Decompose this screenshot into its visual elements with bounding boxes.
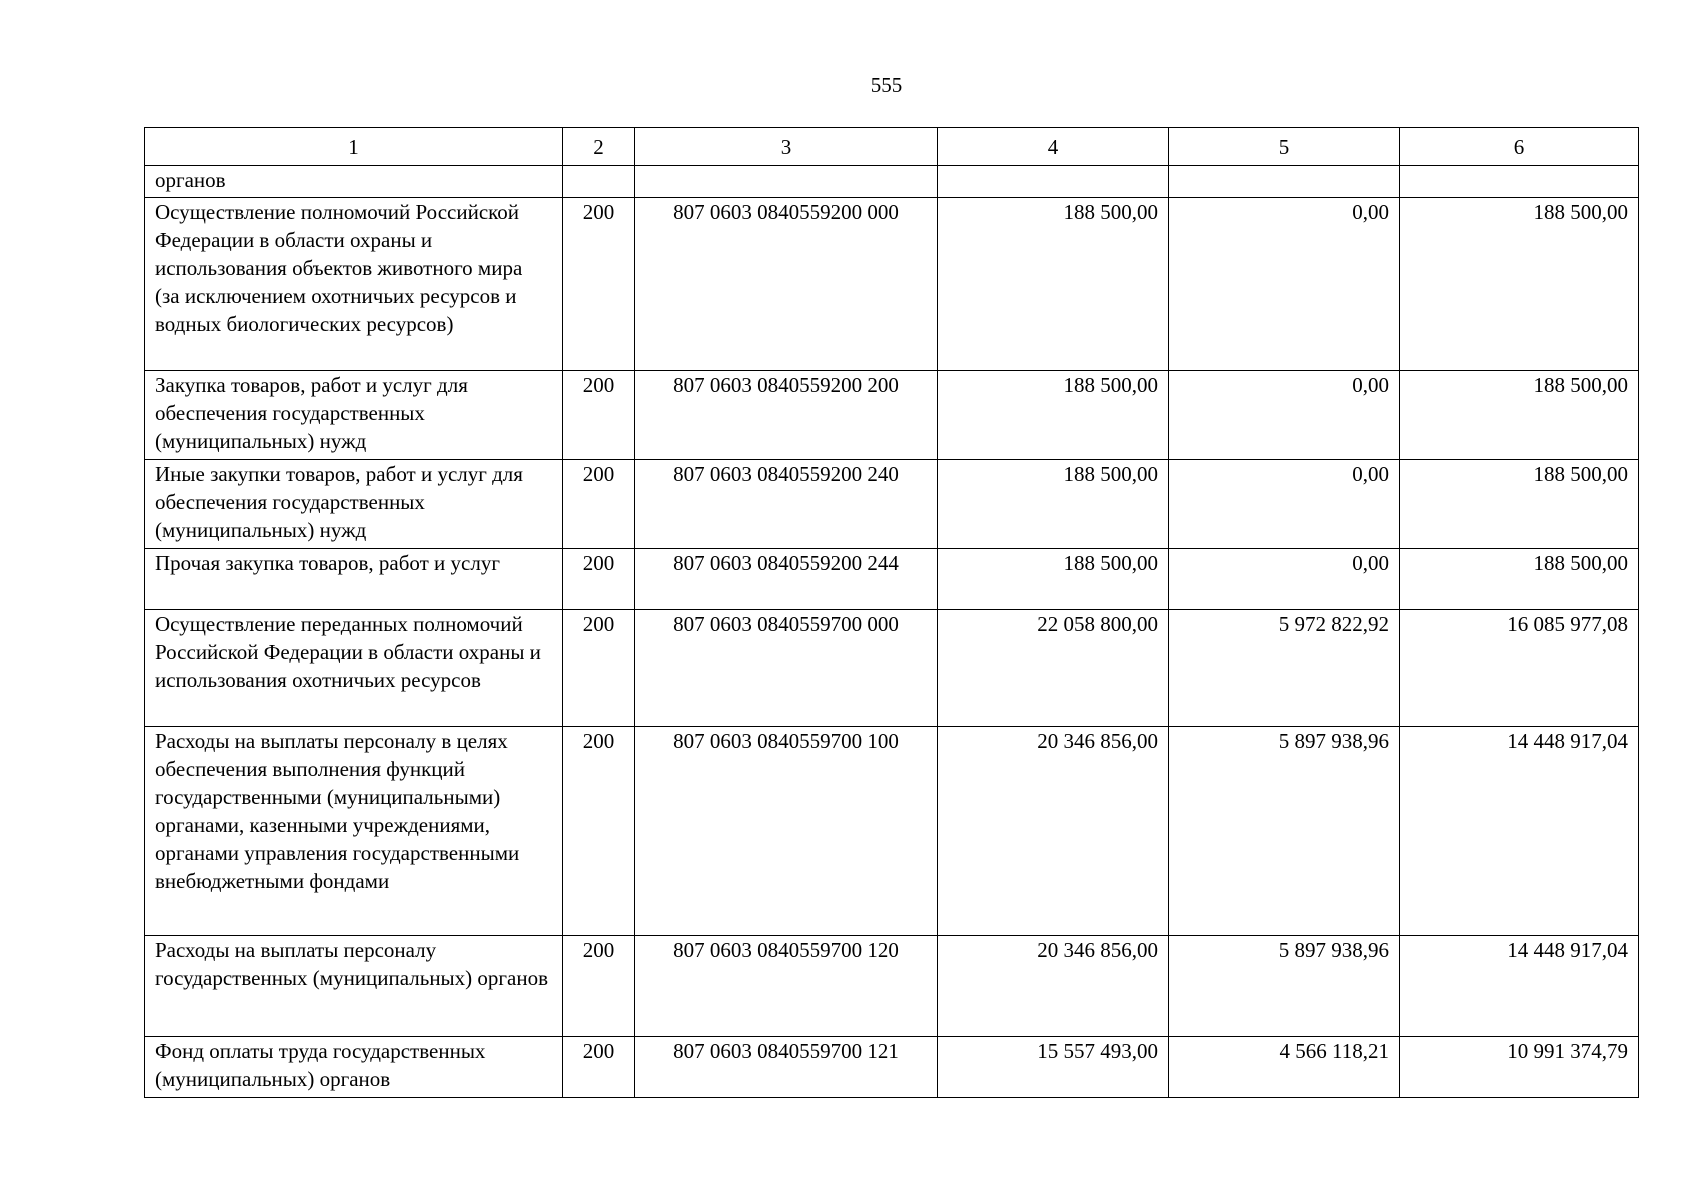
row-rest: 14 448 917,04 bbox=[1400, 936, 1639, 1037]
row-exec bbox=[1169, 166, 1400, 198]
row-name: Иные закупки товаров, работ и услуг для обеспечения государственных (муниципальных) нужд bbox=[145, 460, 563, 549]
row-name: Расходы на выплаты персоналу государственных (муниципальных) органов bbox=[145, 936, 563, 1037]
row-kbk bbox=[635, 166, 938, 198]
page-number: 555 bbox=[870, 73, 903, 97]
row-kbk: 807 0603 0840559700 121 bbox=[635, 1037, 938, 1098]
column-header: 4 bbox=[938, 128, 1169, 166]
column-header: 2 bbox=[563, 128, 635, 166]
table-row bbox=[145, 460, 1639, 549]
row-kbk: 807 0603 0840559700 000 bbox=[635, 610, 938, 727]
row-name: органов bbox=[145, 166, 563, 198]
row-name: Прочая закупка товаров, работ и услуг bbox=[145, 549, 563, 610]
column-header: 3 bbox=[635, 128, 938, 166]
row-code bbox=[563, 166, 635, 198]
row-exec: 4 566 118,21 bbox=[1169, 1037, 1400, 1098]
budget-table bbox=[144, 127, 1639, 1098]
row-code: 200 bbox=[563, 549, 635, 610]
row-code: 200 bbox=[563, 936, 635, 1037]
table-row bbox=[145, 727, 1639, 936]
row-plan: 15 557 493,00 bbox=[938, 1037, 1169, 1098]
table-row bbox=[145, 610, 1639, 727]
row-code: 200 bbox=[563, 371, 635, 460]
row-name: Закупка товаров, работ и услуг для обеспечения государственных (муниципальных) нужд bbox=[145, 371, 563, 460]
row-name: Осуществление переданных полномочий Российской Федерации в области охраны и использования охотничьих ресурсов bbox=[145, 610, 563, 727]
column-header: 5 bbox=[1169, 128, 1400, 166]
row-rest: 188 500,00 bbox=[1400, 549, 1639, 610]
row-rest: 188 500,00 bbox=[1400, 371, 1639, 460]
table-header-row bbox=[145, 128, 1639, 166]
row-kbk: 807 0603 0840559200 244 bbox=[635, 549, 938, 610]
row-kbk: 807 0603 0840559700 120 bbox=[635, 936, 938, 1037]
row-plan: 22 058 800,00 bbox=[938, 610, 1169, 727]
table-row bbox=[145, 166, 1639, 198]
row-plan: 188 500,00 bbox=[938, 371, 1169, 460]
row-plan: 188 500,00 bbox=[938, 198, 1169, 371]
row-exec: 0,00 bbox=[1169, 549, 1400, 610]
row-exec: 5 972 822,92 bbox=[1169, 610, 1400, 727]
row-kbk: 807 0603 0840559200 000 bbox=[635, 198, 938, 371]
row-code: 200 bbox=[563, 198, 635, 371]
row-name: Осуществление полномочий Российской Федерации в области охраны и использования объектов животного мира (за исключением охотничьих ресурсов и водных биологических ресурсов) bbox=[145, 198, 563, 371]
column-header: 1 bbox=[145, 128, 563, 166]
table-row bbox=[145, 936, 1639, 1037]
row-code: 200 bbox=[563, 727, 635, 936]
row-code: 200 bbox=[563, 610, 635, 727]
row-rest: 16 085 977,08 bbox=[1400, 610, 1639, 727]
row-rest: 14 448 917,04 bbox=[1400, 727, 1639, 936]
row-code: 200 bbox=[563, 460, 635, 549]
row-plan: 20 346 856,00 bbox=[938, 936, 1169, 1037]
table-row bbox=[145, 1037, 1639, 1098]
row-exec: 5 897 938,96 bbox=[1169, 727, 1400, 936]
row-name: Фонд оплаты труда государственных (муниципальных) органов bbox=[145, 1037, 563, 1098]
table-row bbox=[145, 549, 1639, 610]
table-row bbox=[145, 198, 1639, 371]
row-exec: 5 897 938,96 bbox=[1169, 936, 1400, 1037]
row-code: 200 bbox=[563, 1037, 635, 1098]
row-rest bbox=[1400, 166, 1639, 198]
row-plan: 188 500,00 bbox=[938, 460, 1169, 549]
row-kbk: 807 0603 0840559200 200 bbox=[635, 371, 938, 460]
row-rest: 10 991 374,79 bbox=[1400, 1037, 1639, 1098]
column-header: 6 bbox=[1400, 128, 1639, 166]
row-plan: 188 500,00 bbox=[938, 549, 1169, 610]
row-rest: 188 500,00 bbox=[1400, 198, 1639, 371]
row-exec: 0,00 bbox=[1169, 371, 1400, 460]
row-name: Расходы на выплаты персоналу в целях обеспечения выполнения функций государственными (муниципальными) органами, казенными учреждениями, органами управления государственными внебюджетными фондами bbox=[145, 727, 563, 936]
row-kbk: 807 0603 0840559700 100 bbox=[635, 727, 938, 936]
row-kbk: 807 0603 0840559200 240 bbox=[635, 460, 938, 549]
row-exec: 0,00 bbox=[1169, 460, 1400, 549]
row-plan: 20 346 856,00 bbox=[938, 727, 1169, 936]
row-plan bbox=[938, 166, 1169, 198]
table-row bbox=[145, 371, 1639, 460]
row-rest: 188 500,00 bbox=[1400, 460, 1639, 549]
row-exec: 0,00 bbox=[1169, 198, 1400, 371]
